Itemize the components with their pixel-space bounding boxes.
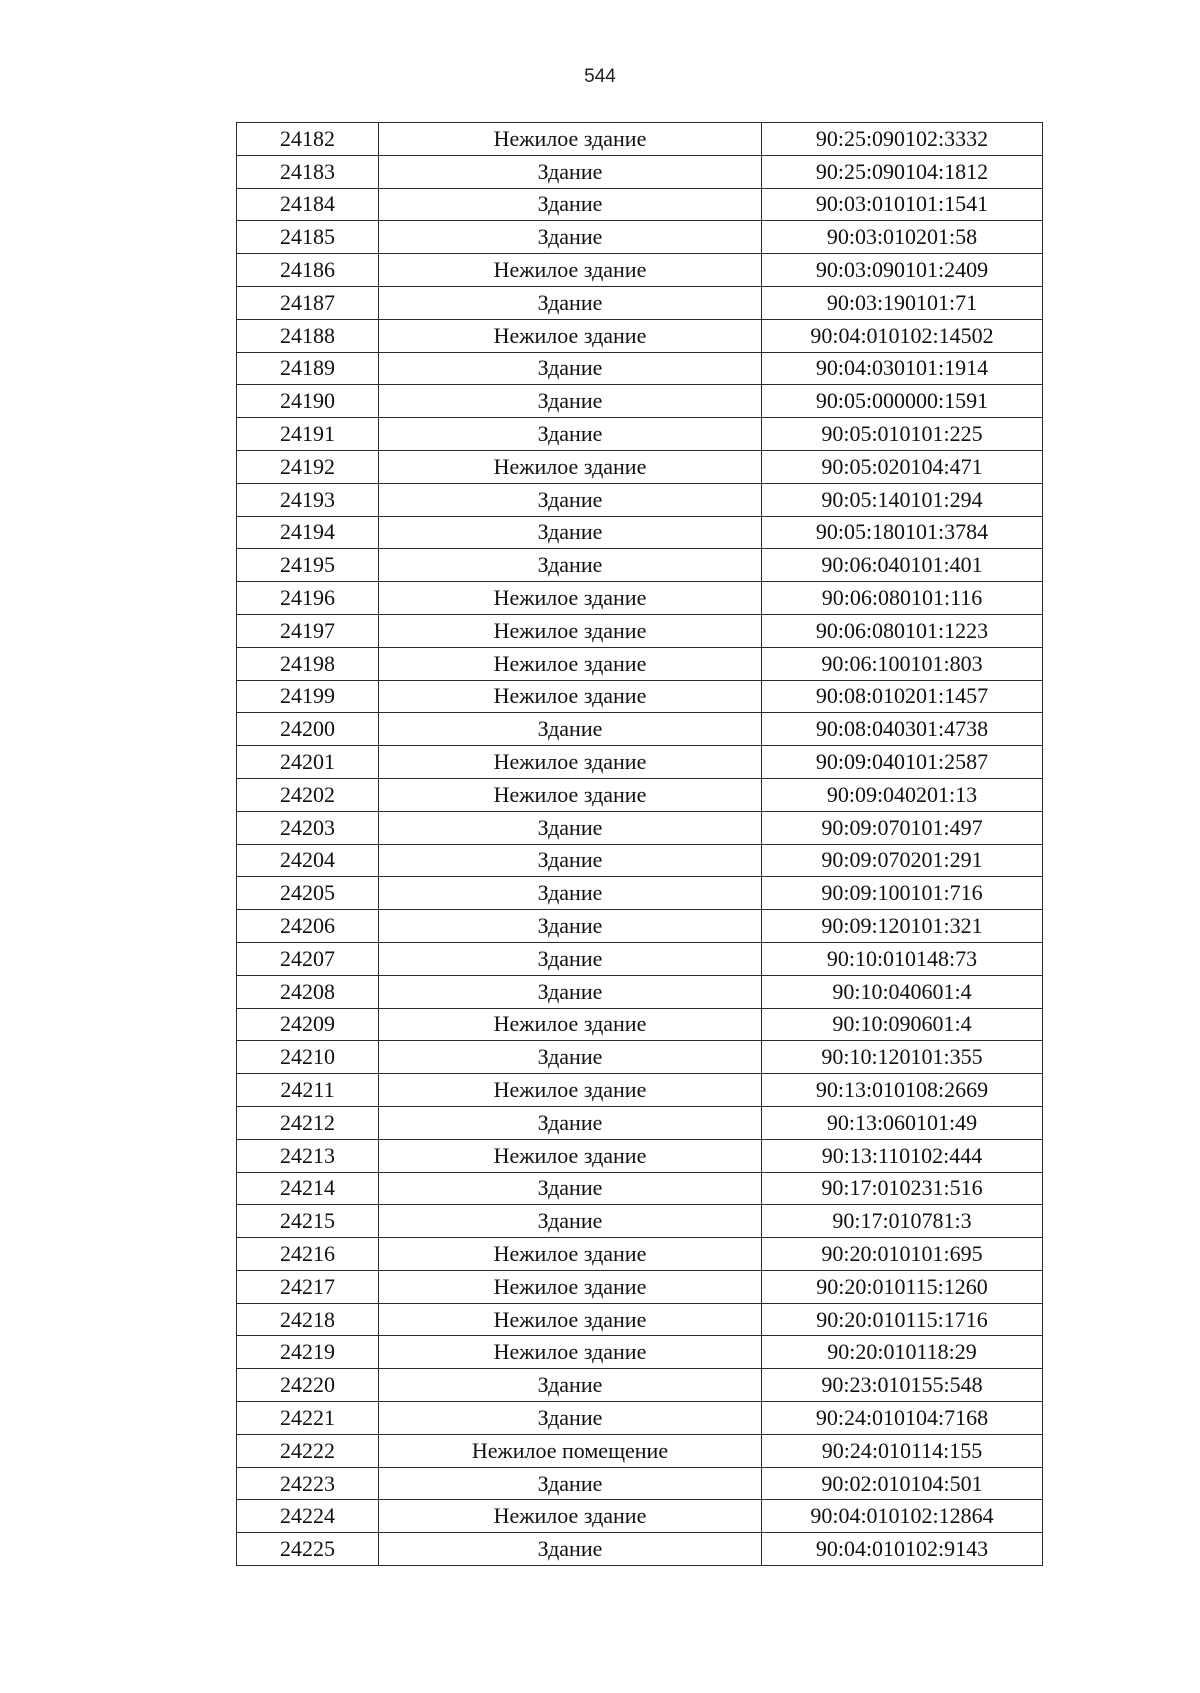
table-row xyxy=(237,188,1043,221)
table-row xyxy=(237,450,1043,483)
cadastral-number-cell: 90:09:100101:716 xyxy=(762,877,1043,910)
cadastral-number-cell: 90:13:060101:49 xyxy=(762,1106,1043,1139)
object-type-cell: Нежилое здание xyxy=(379,1074,762,1107)
row-number-cell: 24201 xyxy=(237,746,379,779)
row-number-cell: 24186 xyxy=(237,254,379,287)
object-type-cell: Здание xyxy=(379,516,762,549)
row-number-cell: 24192 xyxy=(237,450,379,483)
cadastral-number-cell: 90:05:010101:225 xyxy=(762,418,1043,451)
object-type-cell: Здание xyxy=(379,418,762,451)
cadastral-number-cell: 90:03:190101:71 xyxy=(762,286,1043,319)
object-type-cell: Здание xyxy=(379,1533,762,1566)
page-number: 544 xyxy=(584,66,616,87)
table-row xyxy=(237,647,1043,680)
row-number-cell: 24219 xyxy=(237,1336,379,1369)
cadastral-number-cell: 90:24:010104:7168 xyxy=(762,1402,1043,1435)
table-row xyxy=(237,942,1043,975)
object-type-cell: Нежилое здание xyxy=(379,778,762,811)
table-row xyxy=(237,778,1043,811)
table-row xyxy=(237,385,1043,418)
table-row xyxy=(237,1205,1043,1238)
object-type-cell: Здание xyxy=(379,188,762,221)
row-number-cell: 24196 xyxy=(237,582,379,615)
cadastral-number-cell: 90:04:010102:9143 xyxy=(762,1533,1043,1566)
table-row xyxy=(237,1041,1043,1074)
cadastral-number-cell: 90:17:010781:3 xyxy=(762,1205,1043,1238)
table-row xyxy=(237,319,1043,352)
row-number-cell: 24209 xyxy=(237,1008,379,1041)
row-number-cell: 24214 xyxy=(237,1172,379,1205)
object-type-cell: Здание xyxy=(379,221,762,254)
table-row xyxy=(237,811,1043,844)
table-row xyxy=(237,123,1043,156)
cadastral-number-cell: 90:05:180101:3784 xyxy=(762,516,1043,549)
table-row xyxy=(237,1106,1043,1139)
row-number-cell: 24222 xyxy=(237,1434,379,1467)
object-type-cell: Нежилое здание xyxy=(379,123,762,156)
cadastral-number-cell: 90:05:000000:1591 xyxy=(762,385,1043,418)
row-number-cell: 24218 xyxy=(237,1303,379,1336)
table-row xyxy=(237,1270,1043,1303)
cadastral-number-cell: 90:13:010108:2669 xyxy=(762,1074,1043,1107)
cadastral-number-cell: 90:06:040101:401 xyxy=(762,549,1043,582)
object-type-cell: Нежилое здание xyxy=(379,647,762,680)
row-number-cell: 24220 xyxy=(237,1369,379,1402)
table-row xyxy=(237,1500,1043,1533)
table-row xyxy=(237,352,1043,385)
cadastral-number-cell: 90:10:010148:73 xyxy=(762,942,1043,975)
object-type-cell: Здание xyxy=(379,1205,762,1238)
table-row xyxy=(237,1172,1043,1205)
row-number-cell: 24212 xyxy=(237,1106,379,1139)
row-number-cell: 24190 xyxy=(237,385,379,418)
table-row xyxy=(237,221,1043,254)
object-type-cell: Здание xyxy=(379,1172,762,1205)
cadastral-number-cell: 90:25:090104:1812 xyxy=(762,155,1043,188)
cadastral-number-cell: 90:08:040301:4738 xyxy=(762,713,1043,746)
object-type-cell: Здание xyxy=(379,1106,762,1139)
object-type-cell: Здание xyxy=(379,975,762,1008)
row-number-cell: 24183 xyxy=(237,155,379,188)
cadastral-number-cell: 90:04:030101:1914 xyxy=(762,352,1043,385)
row-number-cell: 24199 xyxy=(237,680,379,713)
row-number-cell: 24193 xyxy=(237,483,379,516)
row-number-cell: 24204 xyxy=(237,844,379,877)
cadastral-number-cell: 90:04:010102:12864 xyxy=(762,1500,1043,1533)
cadastral-number-cell: 90:06:080101:1223 xyxy=(762,614,1043,647)
table-row xyxy=(237,614,1043,647)
row-number-cell: 24184 xyxy=(237,188,379,221)
row-number-cell: 24185 xyxy=(237,221,379,254)
object-type-cell: Нежилое здание xyxy=(379,1270,762,1303)
row-number-cell: 24182 xyxy=(237,123,379,156)
table-row xyxy=(237,877,1043,910)
table-row xyxy=(237,844,1043,877)
object-type-cell: Нежилое помещение xyxy=(379,1434,762,1467)
cadastral-number-cell: 90:09:040101:2587 xyxy=(762,746,1043,779)
cadastral-number-cell: 90:20:010115:1260 xyxy=(762,1270,1043,1303)
table-row xyxy=(237,1139,1043,1172)
row-number-cell: 24225 xyxy=(237,1533,379,1566)
cadastral-number-cell: 90:04:010102:14502 xyxy=(762,319,1043,352)
row-number-cell: 24211 xyxy=(237,1074,379,1107)
table-row xyxy=(237,1467,1043,1500)
cadastral-number-cell: 90:05:020104:471 xyxy=(762,450,1043,483)
table-body xyxy=(237,123,1043,1566)
table-row xyxy=(237,582,1043,615)
object-type-cell: Здание xyxy=(379,352,762,385)
object-type-cell: Нежилое здание xyxy=(379,1008,762,1041)
object-type-cell: Нежилое здание xyxy=(379,680,762,713)
row-number-cell: 24208 xyxy=(237,975,379,1008)
row-number-cell: 24207 xyxy=(237,942,379,975)
object-type-cell: Здание xyxy=(379,549,762,582)
cadastral-number-cell: 90:03:010101:1541 xyxy=(762,188,1043,221)
row-number-cell: 24197 xyxy=(237,614,379,647)
row-number-cell: 24213 xyxy=(237,1139,379,1172)
property-registry-table xyxy=(236,122,1043,1566)
cadastral-number-cell: 90:24:010114:155 xyxy=(762,1434,1043,1467)
object-type-cell: Нежилое здание xyxy=(379,319,762,352)
cadastral-number-cell: 90:09:040201:13 xyxy=(762,778,1043,811)
object-type-cell: Здание xyxy=(379,1369,762,1402)
row-number-cell: 24206 xyxy=(237,910,379,943)
object-type-cell: Здание xyxy=(379,286,762,319)
table-row xyxy=(237,1402,1043,1435)
row-number-cell: 24189 xyxy=(237,352,379,385)
object-type-cell: Нежилое здание xyxy=(379,254,762,287)
table-row xyxy=(237,1238,1043,1271)
cadastral-number-cell: 90:09:070201:291 xyxy=(762,844,1043,877)
cadastral-number-cell: 90:02:010104:501 xyxy=(762,1467,1043,1500)
cadastral-number-cell: 90:17:010231:516 xyxy=(762,1172,1043,1205)
cadastral-number-cell: 90:23:010155:548 xyxy=(762,1369,1043,1402)
row-number-cell: 24198 xyxy=(237,647,379,680)
row-number-cell: 24217 xyxy=(237,1270,379,1303)
cadastral-number-cell: 90:03:090101:2409 xyxy=(762,254,1043,287)
table-row xyxy=(237,254,1043,287)
object-type-cell: Здание xyxy=(379,811,762,844)
object-type-cell: Здание xyxy=(379,1402,762,1435)
object-type-cell: Нежилое здание xyxy=(379,1139,762,1172)
cadastral-number-cell: 90:06:080101:116 xyxy=(762,582,1043,615)
table-row xyxy=(237,713,1043,746)
cadastral-number-cell: 90:10:090601:4 xyxy=(762,1008,1043,1041)
object-type-cell: Нежилое здание xyxy=(379,1336,762,1369)
cadastral-number-cell: 90:08:010201:1457 xyxy=(762,680,1043,713)
object-type-cell: Здание xyxy=(379,155,762,188)
table-row xyxy=(237,418,1043,451)
object-type-cell: Нежилое здание xyxy=(379,614,762,647)
cadastral-number-cell: 90:20:010115:1716 xyxy=(762,1303,1043,1336)
row-number-cell: 24202 xyxy=(237,778,379,811)
object-type-cell: Здание xyxy=(379,385,762,418)
object-type-cell: Нежилое здание xyxy=(379,746,762,779)
object-type-cell: Нежилое здание xyxy=(379,1500,762,1533)
row-number-cell: 24215 xyxy=(237,1205,379,1238)
cadastral-number-cell: 90:10:120101:355 xyxy=(762,1041,1043,1074)
row-number-cell: 24187 xyxy=(237,286,379,319)
cadastral-number-cell: 90:25:090102:3332 xyxy=(762,123,1043,156)
object-type-cell: Здание xyxy=(379,1041,762,1074)
table-row xyxy=(237,1533,1043,1566)
object-type-cell: Здание xyxy=(379,910,762,943)
object-type-cell: Здание xyxy=(379,1467,762,1500)
row-number-cell: 24195 xyxy=(237,549,379,582)
cadastral-number-cell: 90:20:010101:695 xyxy=(762,1238,1043,1271)
table-row xyxy=(237,910,1043,943)
cadastral-number-cell: 90:13:110102:444 xyxy=(762,1139,1043,1172)
table-row xyxy=(237,975,1043,1008)
cadastral-number-cell: 90:09:070101:497 xyxy=(762,811,1043,844)
table-row xyxy=(237,680,1043,713)
row-number-cell: 24221 xyxy=(237,1402,379,1435)
cadastral-number-cell: 90:06:100101:803 xyxy=(762,647,1043,680)
table-row xyxy=(237,155,1043,188)
table-row xyxy=(237,1303,1043,1336)
row-number-cell: 24203 xyxy=(237,811,379,844)
row-number-cell: 24188 xyxy=(237,319,379,352)
row-number-cell: 24194 xyxy=(237,516,379,549)
row-number-cell: 24224 xyxy=(237,1500,379,1533)
object-type-cell: Здание xyxy=(379,877,762,910)
object-type-cell: Здание xyxy=(379,713,762,746)
table-row xyxy=(237,1336,1043,1369)
cadastral-number-cell: 90:10:040601:4 xyxy=(762,975,1043,1008)
table-row xyxy=(237,1008,1043,1041)
table-row xyxy=(237,1369,1043,1402)
row-number-cell: 24223 xyxy=(237,1467,379,1500)
row-number-cell: 24191 xyxy=(237,418,379,451)
object-type-cell: Нежилое здание xyxy=(379,450,762,483)
object-type-cell: Здание xyxy=(379,942,762,975)
row-number-cell: 24216 xyxy=(237,1238,379,1271)
table-row xyxy=(237,1434,1043,1467)
cadastral-number-cell: 90:03:010201:58 xyxy=(762,221,1043,254)
row-number-cell: 24200 xyxy=(237,713,379,746)
object-type-cell: Здание xyxy=(379,483,762,516)
object-type-cell: Нежилое здание xyxy=(379,582,762,615)
table-row xyxy=(237,483,1043,516)
table-row xyxy=(237,516,1043,549)
object-type-cell: Нежилое здание xyxy=(379,1303,762,1336)
cadastral-number-cell: 90:05:140101:294 xyxy=(762,483,1043,516)
table-row xyxy=(237,1074,1043,1107)
cadastral-number-cell: 90:09:120101:321 xyxy=(762,910,1043,943)
table-row xyxy=(237,549,1043,582)
object-type-cell: Здание xyxy=(379,844,762,877)
cadastral-number-cell: 90:20:010118:29 xyxy=(762,1336,1043,1369)
row-number-cell: 24210 xyxy=(237,1041,379,1074)
object-type-cell: Нежилое здание xyxy=(379,1238,762,1271)
row-number-cell: 24205 xyxy=(237,877,379,910)
table-row xyxy=(237,746,1043,779)
table-row xyxy=(237,286,1043,319)
